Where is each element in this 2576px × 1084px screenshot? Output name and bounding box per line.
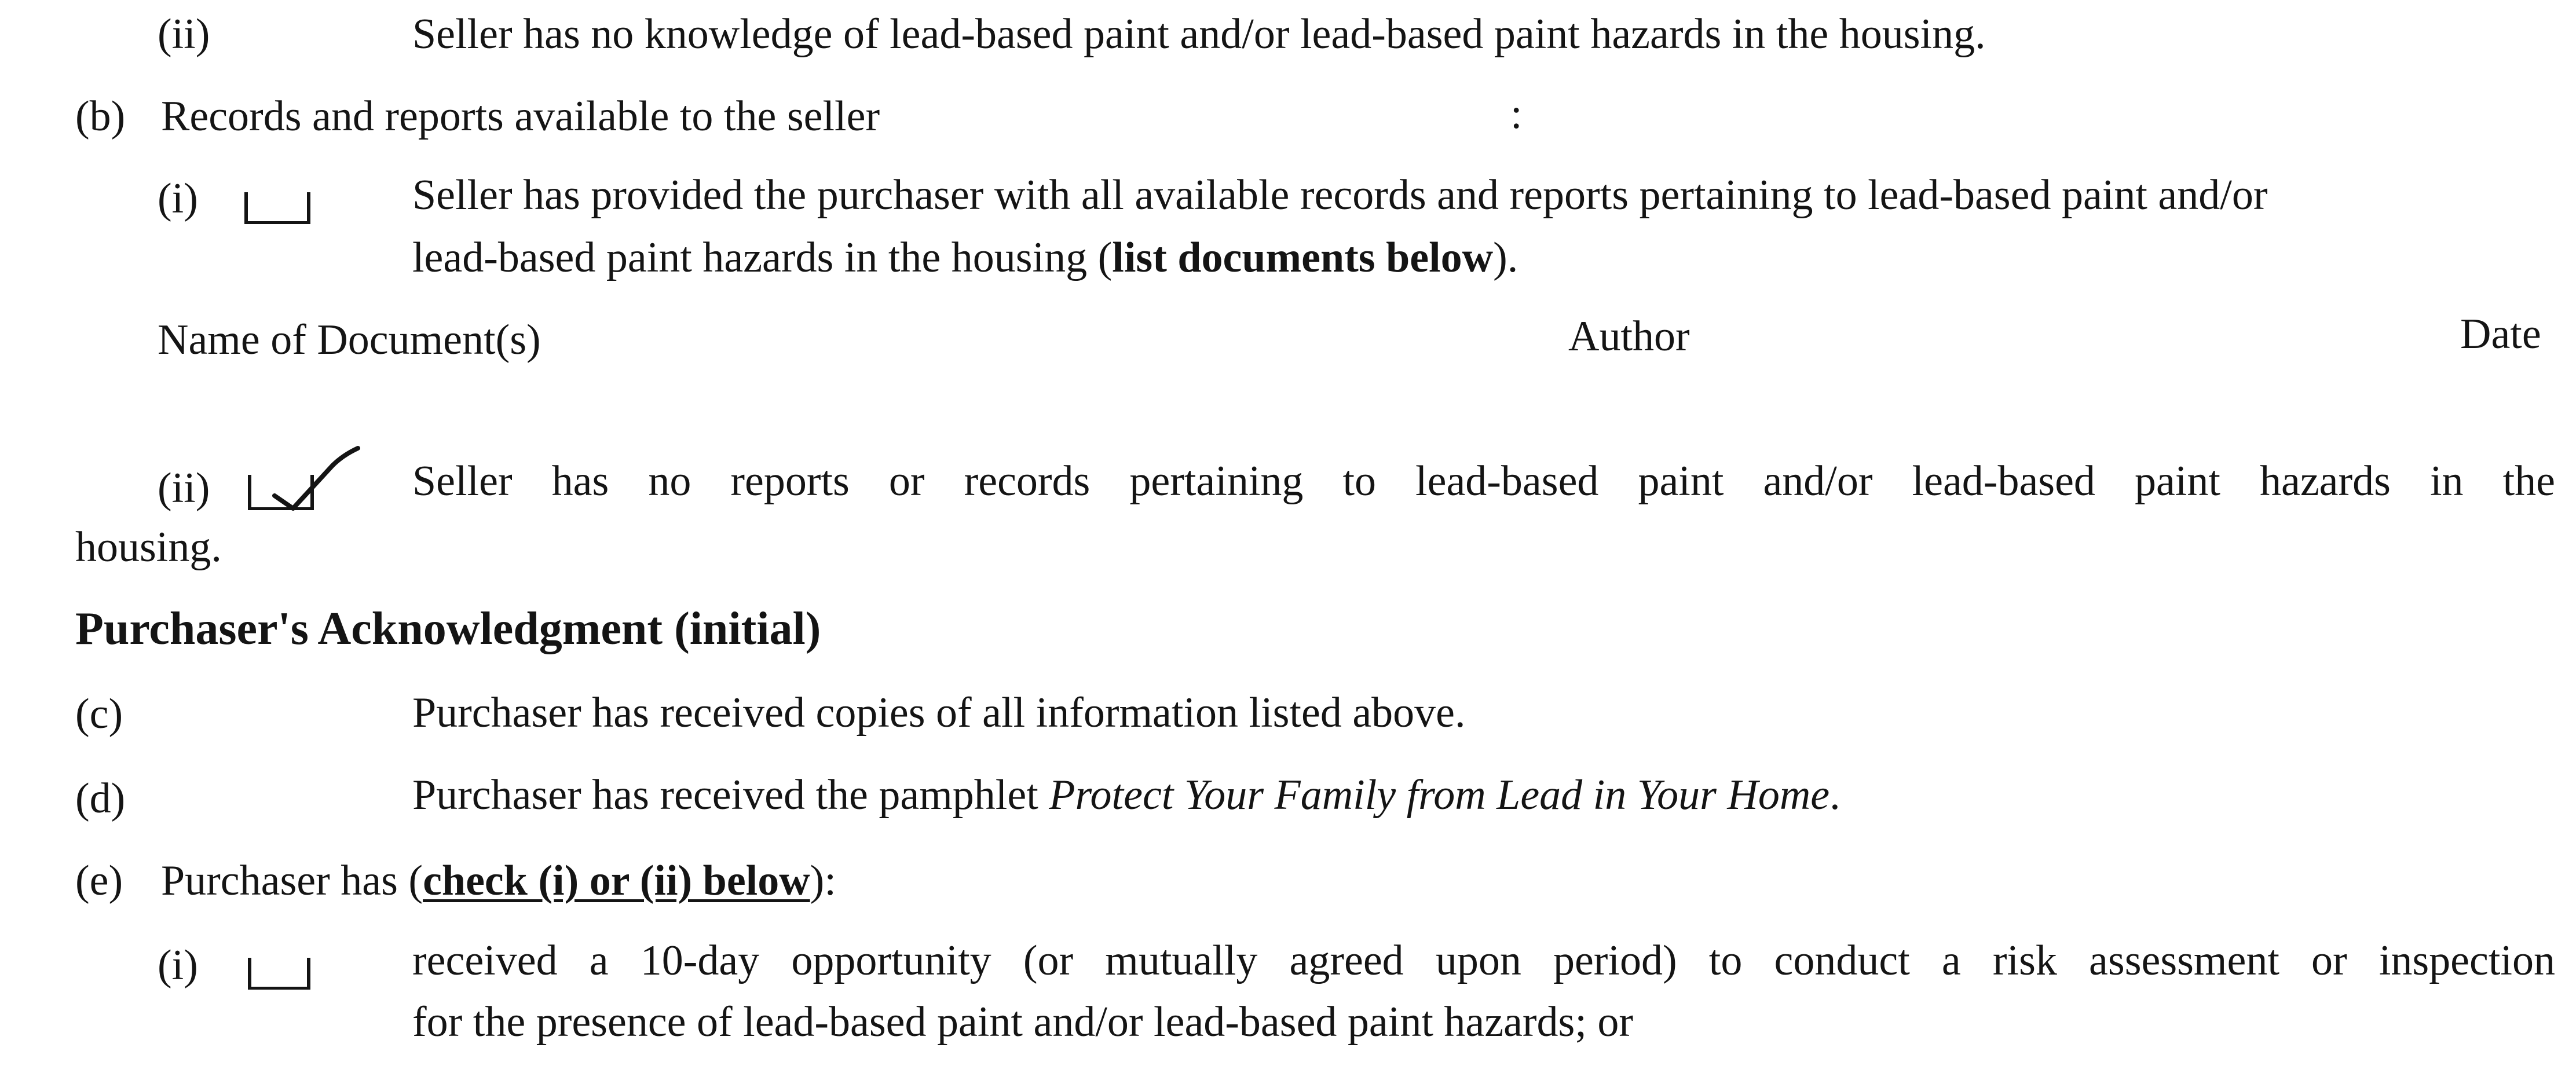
opportunity-text-cont: for the presence of lead-based paint and/or lead-based paint hazards; or	[412, 998, 1634, 1046]
purchaser-acknowledgment-heading: Purchaser's Acknowledgment (initial)	[75, 603, 821, 654]
seller-no-knowledge-text: Seller has no knowledge of lead-based paint and/or lead-based paint hazards in the housing.	[412, 10, 1986, 58]
item-marker: (i)	[158, 942, 198, 989]
date-column-header: Date	[2460, 310, 2541, 358]
received-copies-text: Purchaser has received copies of all information listed above.	[412, 689, 1466, 737]
opportunity-checkbox[interactable]	[248, 958, 310, 990]
no-records-text-cont: housing.	[75, 523, 222, 571]
section-marker: (b)	[75, 93, 126, 140]
records-provided-text-cont: lead-based paint hazards in the housing (list documents below).	[412, 234, 1518, 281]
purchaser-has-text: Purchaser has (check (i) or (ii) below):	[161, 857, 836, 904]
records-provided-text: Seller has provided the purchaser with all available records and reports pertaining to lead-based paint and/or	[412, 171, 2268, 219]
item-marker: (ii)	[158, 10, 210, 58]
received-pamphlet-text: Purchaser has received the pamphlet Protect Your Family from Lead in Your Home.	[412, 771, 1840, 819]
records-colon: :	[1510, 90, 1523, 138]
checkmark-icon	[244, 440, 366, 521]
section-marker: (c)	[75, 690, 123, 738]
no-records-text: Seller has no reports or records pertaining to lead-based paint and/or lead-based paint hazards in the	[412, 457, 2555, 505]
section-marker: (e)	[75, 857, 123, 904]
item-marker: (i)	[158, 175, 198, 222]
document-name-column-header: Name of Document(s)	[158, 316, 541, 364]
author-column-header: Author	[1568, 313, 1690, 360]
records-provided-checkbox[interactable]	[244, 192, 310, 224]
records-heading: Records and reports available to the seller	[161, 93, 880, 140]
item-marker: (ii)	[158, 464, 210, 512]
section-marker: (d)	[75, 775, 126, 822]
opportunity-text: received a 10-day opportunity (or mutually agreed upon period) to conduct a risk assessment or inspection	[412, 937, 2555, 984]
